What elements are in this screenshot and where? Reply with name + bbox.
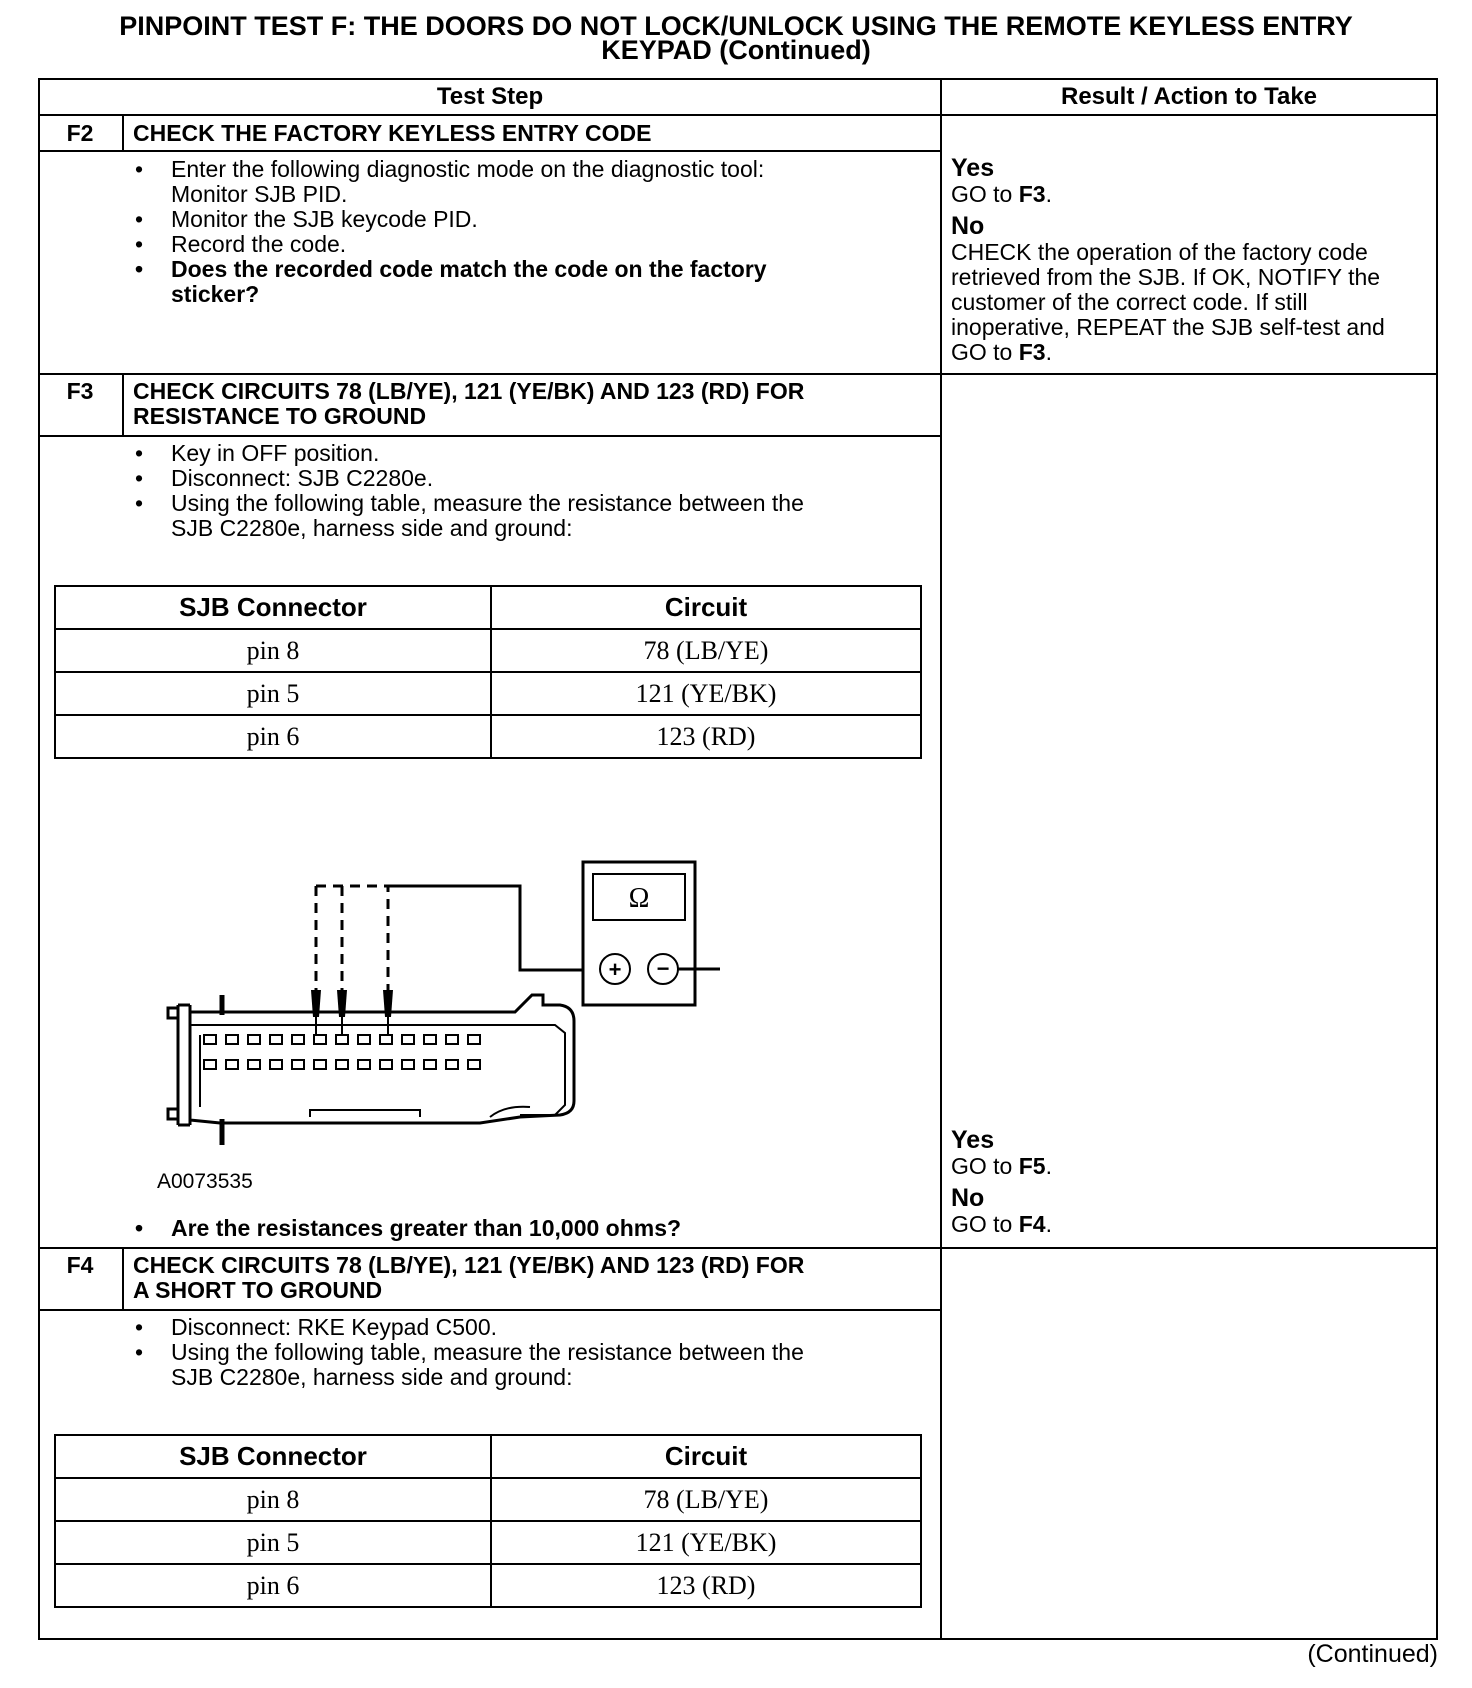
f3-f4-rule bbox=[38, 1247, 1438, 1249]
f3-bullet-3: • Using the following table, measure the resistance between the SJB C2280e, harness side and ground: bbox=[133, 491, 804, 541]
pin-table-f3 bbox=[54, 585, 922, 759]
result-column-header: Result / Action to Take bbox=[1060, 83, 1318, 110]
f3-no-action: GO to F4. bbox=[951, 1211, 1052, 1237]
title-line-2: KEYPAD (Continued) bbox=[601, 35, 871, 65]
table-row bbox=[55, 1478, 921, 1521]
page-title bbox=[0, 11, 1472, 65]
step-number-divider-f3 bbox=[122, 374, 124, 436]
f3-no-label: No bbox=[951, 1184, 985, 1212]
f4-heading-rule bbox=[38, 1309, 940, 1311]
table-row bbox=[55, 715, 921, 758]
pin-cell: pin 6 bbox=[55, 715, 491, 758]
header-rule bbox=[38, 114, 1438, 116]
pin-cell: pin 5 bbox=[55, 672, 491, 715]
table-row bbox=[55, 672, 921, 715]
pin-cell: pin 6 bbox=[55, 1564, 491, 1607]
f3-bullet-2: • Disconnect: SJB C2280e. bbox=[133, 466, 804, 491]
figure-id: A0073535 bbox=[157, 1170, 253, 1193]
minus-symbol: − bbox=[656, 956, 670, 981]
pin-cell: pin 8 bbox=[55, 629, 491, 672]
f3-yes-label: Yes bbox=[951, 1126, 995, 1154]
f3-question: • Are the resistances greater than 10,000 ohms? bbox=[133, 1216, 681, 1241]
step-number-f2: F2 bbox=[66, 120, 94, 146]
table-row bbox=[55, 1564, 921, 1607]
f4-bullet-1: • Disconnect: RKE Keypad C500. bbox=[133, 1315, 804, 1340]
circuit-cell: 78 (LB/YE) bbox=[491, 1478, 921, 1521]
f2-bullet-3: • Record the code. bbox=[133, 232, 767, 257]
plus-symbol: + bbox=[608, 957, 622, 982]
f3-yes-action: GO to F5. bbox=[951, 1153, 1052, 1179]
result-f3 bbox=[951, 1127, 1052, 1237]
pin-table-header-row bbox=[55, 1435, 921, 1478]
column-divider bbox=[940, 78, 942, 1640]
step-number-f3: F3 bbox=[66, 378, 94, 404]
pin-cell: pin 8 bbox=[55, 1478, 491, 1521]
circuit-cell: 123 (RD) bbox=[491, 1564, 921, 1607]
step-heading-f4: CHECK CIRCUITS 78 (LB/YE), 121 (YE/BK) AND 123 (RD) FOR A SHORT TO GROUND bbox=[133, 1252, 805, 1303]
step-heading-f3: CHECK CIRCUITS 78 (LB/YE), 121 (YE/BK) AND 123 (RD) FOR RESISTANCE TO GROUND bbox=[133, 378, 805, 429]
f3-bullet-1: • Key in OFF position. bbox=[133, 441, 804, 466]
column-header-connector: SJB Connector bbox=[55, 1435, 491, 1478]
continued-footer: (Continued) bbox=[1307, 1640, 1438, 1668]
f2-no-label: No bbox=[951, 212, 985, 240]
step-body-f4 bbox=[133, 1315, 804, 1390]
step-body-f2 bbox=[133, 157, 767, 307]
column-header-circuit: Circuit bbox=[491, 586, 921, 629]
circuit-cell: 78 (LB/YE) bbox=[491, 629, 921, 672]
f4-bullet-2: • Using the following table, measure the resistance between the SJB C2280e, harness side and ground: bbox=[133, 1340, 804, 1390]
step-heading-f2: CHECK THE FACTORY KEYLESS ENTRY CODE bbox=[133, 120, 652, 146]
f2-heading-rule bbox=[38, 150, 940, 152]
f2-yes-label: Yes bbox=[951, 154, 995, 182]
f2-no-action: CHECK the operation of the factory code retrieved from the SJB. If OK, NOTIFY the customer of the correct code. If still inoperative, REPEAT the SJB self-test and GO to F3. bbox=[951, 239, 1385, 365]
circuit-cell: 121 (YE/BK) bbox=[491, 672, 921, 715]
probe-lead-dashed bbox=[316, 886, 388, 990]
step-number-divider-f4 bbox=[122, 1248, 124, 1310]
pin-table-header-row bbox=[55, 586, 921, 629]
pin-table-f4 bbox=[54, 1434, 922, 1608]
f2-bullet-2: • Monitor the SJB keycode PID. bbox=[133, 207, 767, 232]
circuit-cell: 123 (RD) bbox=[491, 715, 921, 758]
f2-bullet-1: • Enter the following diagnostic mode on the diagnostic tool: Monitor SJB PID. bbox=[133, 157, 767, 207]
table-row bbox=[55, 1521, 921, 1564]
title-line-1: PINPOINT TEST F: THE DOORS DO NOT LOCK/UNLOCK USING THE REMOTE KEYLESS ENTRY bbox=[119, 11, 1353, 41]
column-header-connector: SJB Connector bbox=[55, 586, 491, 629]
f2-yes-action: GO to F3. bbox=[951, 181, 1052, 207]
ohm-symbol: Ω bbox=[628, 883, 650, 914]
step-body-f3 bbox=[133, 441, 804, 541]
f3-heading-rule bbox=[38, 435, 940, 437]
step-number-f4: F4 bbox=[66, 1252, 94, 1278]
ground-wire bbox=[678, 969, 720, 1035]
meter-lead-positive bbox=[388, 886, 584, 970]
connector-ohmmeter-diagram bbox=[160, 855, 720, 1145]
result-f2 bbox=[951, 155, 1385, 365]
step-number-divider-f2 bbox=[122, 116, 124, 152]
f2-f3-rule bbox=[38, 373, 1438, 375]
column-header-circuit: Circuit bbox=[491, 1435, 921, 1478]
f2-bullet-question: • Does the recorded code match the code on the factory sticker? bbox=[133, 257, 767, 307]
pin-cell: pin 5 bbox=[55, 1521, 491, 1564]
test-step-column-header: Test Step bbox=[436, 83, 544, 110]
circuit-cell: 121 (YE/BK) bbox=[491, 1521, 921, 1564]
table-row bbox=[55, 629, 921, 672]
